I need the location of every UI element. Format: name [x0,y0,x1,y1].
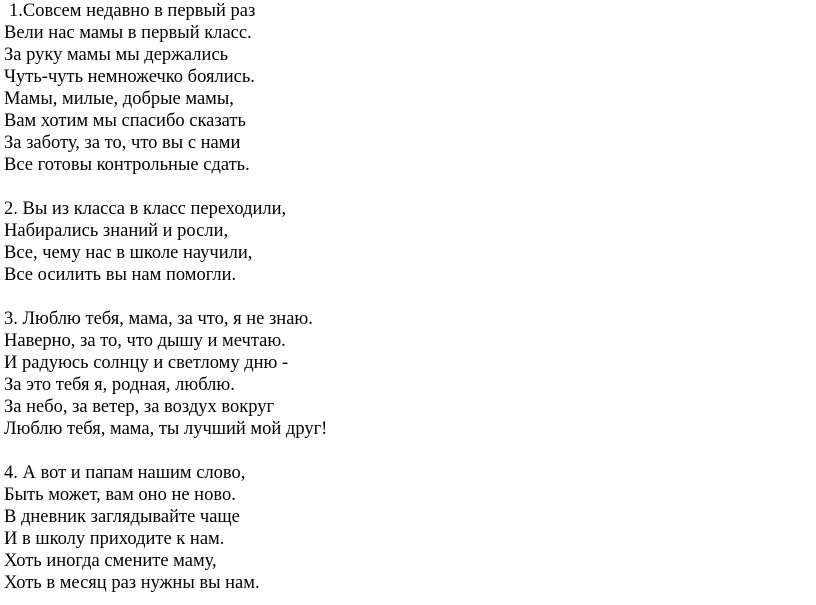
poem-line: Быть может, вам оно не ново. [4,485,236,505]
stanza-4 [4,462,327,594]
poem-line: За это тебя я, родная, люблю. [4,375,235,395]
poem-line: В дневник заглядывайте чаще [4,507,240,527]
poem-line: Все осилить вы нам помогли. [4,265,237,285]
poem-line: Набирались знаний и росли, [4,221,229,241]
poem-line: Вели нас мамы в первый класс. [4,23,252,43]
stanza-gap [4,176,327,198]
stanza-3 [4,308,327,440]
poem-line: Наверно, за то, что дышу и мечтаю. [4,331,286,351]
poem-line: 3. Люблю тебя, мама, за что, я не знаю. [4,309,313,329]
poem-line: За заботу, за то, что вы с нами [4,133,241,153]
poem-line: 4. А вот и папам нашим слово, [4,463,246,483]
poem-line: За руку мамы мы держались [4,45,229,65]
poem-line: Все, чему нас в школе научили, [4,243,253,263]
poem-line: И в школу приходите к нам. [4,529,225,549]
stanza-gap [4,440,327,462]
stanza-1 [4,0,327,176]
poem-line: Люблю тебя, мама, ты лучший мой друг! [4,419,328,439]
poem-line: Хоть в месяц раз нужны вы нам. [4,573,260,593]
poem-line: Мамы, милые, добрые мамы, [4,89,234,109]
poem-text [4,0,327,594]
poem-line: И радуюсь солнцу и светлому дню - [4,353,289,373]
poem-line: 1.Совсем недавно в первый раз [9,1,256,21]
poem-line: За небо, за ветер, за воздух вокруг [4,397,275,417]
poem-line: Вам хотим мы спасибо сказать [4,111,246,131]
poem-line: 2. Вы из класса в класс переходили, [4,199,287,219]
poem-line: Чуть-чуть немножечко боялись. [4,67,255,87]
poem-line: Все готовы контрольные сдать. [4,155,250,175]
stanza-gap [4,286,327,308]
poem-line: Хоть иногда смените маму, [4,551,217,571]
stanza-2 [4,198,327,286]
